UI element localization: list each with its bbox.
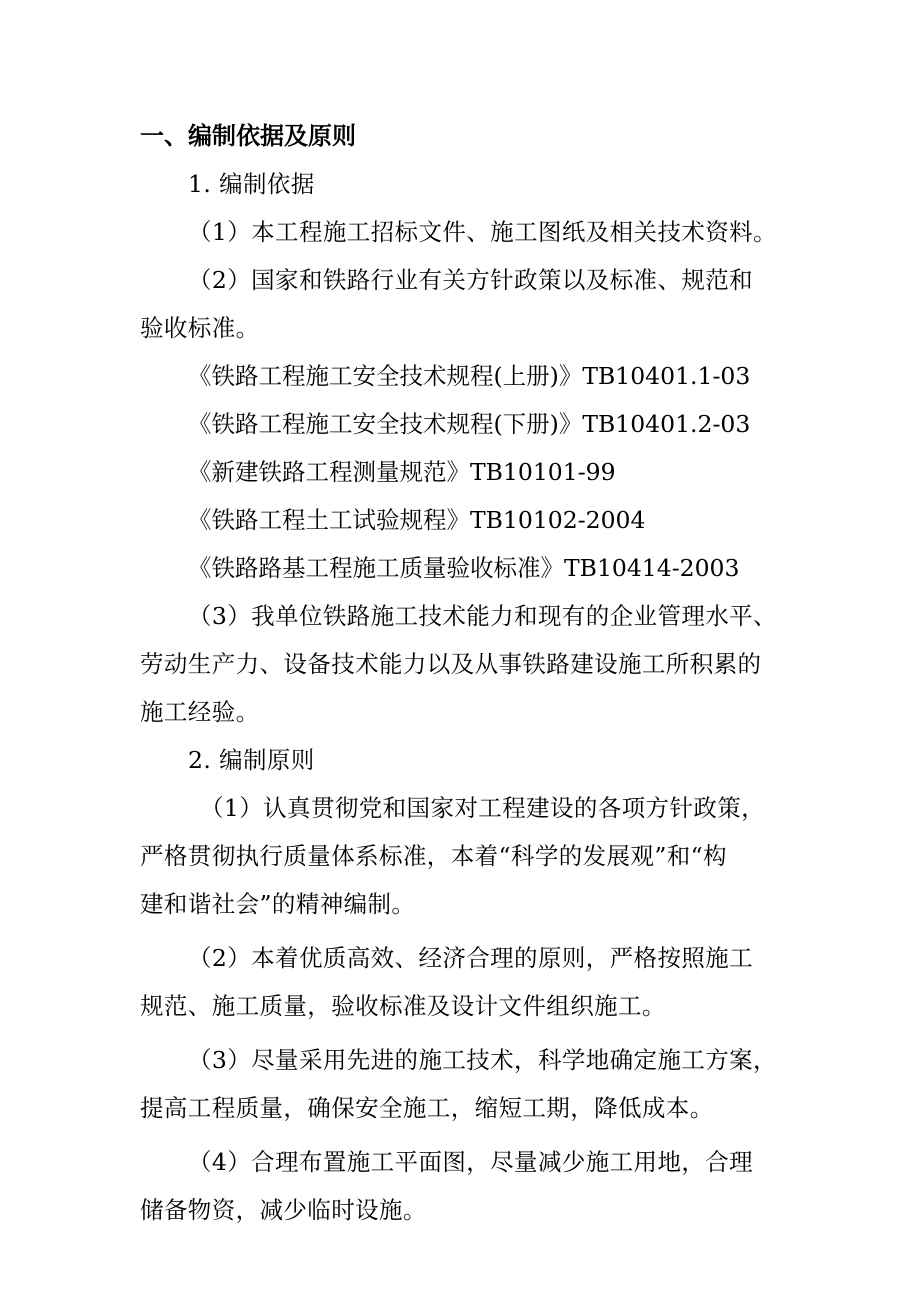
principle-2-line-1: （2）本着优质高效、经济合理的原则，严格按照施工 <box>188 944 754 972</box>
basis-item-3-line-2: 劳动生产力、设备技术能力以及从事铁路建设施工所积累的 <box>140 650 762 678</box>
principle-4-line-1: （4）合理布置施工平面图，尽量减少施工用地，合理 <box>188 1148 754 1176</box>
section-heading: 一、编制依据及原则 <box>140 122 356 150</box>
standard-reference: 《铁路工程施工安全技术规程(上册)》TB10401.1-03 <box>188 362 751 390</box>
principle-1-line-1: （1）认真贯彻党和国家对工程建设的各项方针政策， <box>200 794 766 822</box>
principle-3-line-1: （3）尽量采用先进的施工技术，科学地确定施工方案， <box>188 1046 777 1074</box>
subsection-title-basis: 1. 编制依据 <box>188 170 315 198</box>
principle-1-line-3: 建和谐社会”的精神编制。 <box>140 890 416 918</box>
basis-item-3-line-1: （3）我单位铁路施工技术能力和现有的企业管理水平、 <box>188 602 777 630</box>
principle-1-line-2: 严格贯彻执行质量体系标准，本着“科学的发展观”和“构 <box>140 842 727 870</box>
subsection-title-principles: 2. 编制原则 <box>188 746 315 774</box>
principle-3-line-2: 提高工程质量，确保安全施工，缩短工期，降低成本。 <box>140 1094 714 1122</box>
basis-item-3-line-3: 施工经验。 <box>140 698 260 726</box>
principle-2-line-2: 规范、施工质量，验收标准及设计文件组织施工。 <box>140 992 666 1020</box>
standard-reference: 《新建铁路工程测量规范》TB10101-99 <box>188 458 616 486</box>
basis-item-2-line-2: 验收标准。 <box>140 314 260 342</box>
standard-reference: 《铁路工程土工试验规程》TB10102-2004 <box>188 506 646 534</box>
basis-item-2-line-1: （2）国家和铁路行业有关方针政策以及标准、规范和 <box>188 266 754 294</box>
principle-4-line-2: 储备物资，减少临时设施。 <box>140 1196 427 1224</box>
basis-item-1: （1）本工程施工招标文件、施工图纸及相关技术资料。 <box>188 218 777 246</box>
standard-reference: 《铁路工程施工安全技术规程(下册)》TB10401.2-03 <box>188 410 751 438</box>
standard-reference: 《铁路路基工程施工质量验收标准》TB10414-2003 <box>188 554 740 582</box>
